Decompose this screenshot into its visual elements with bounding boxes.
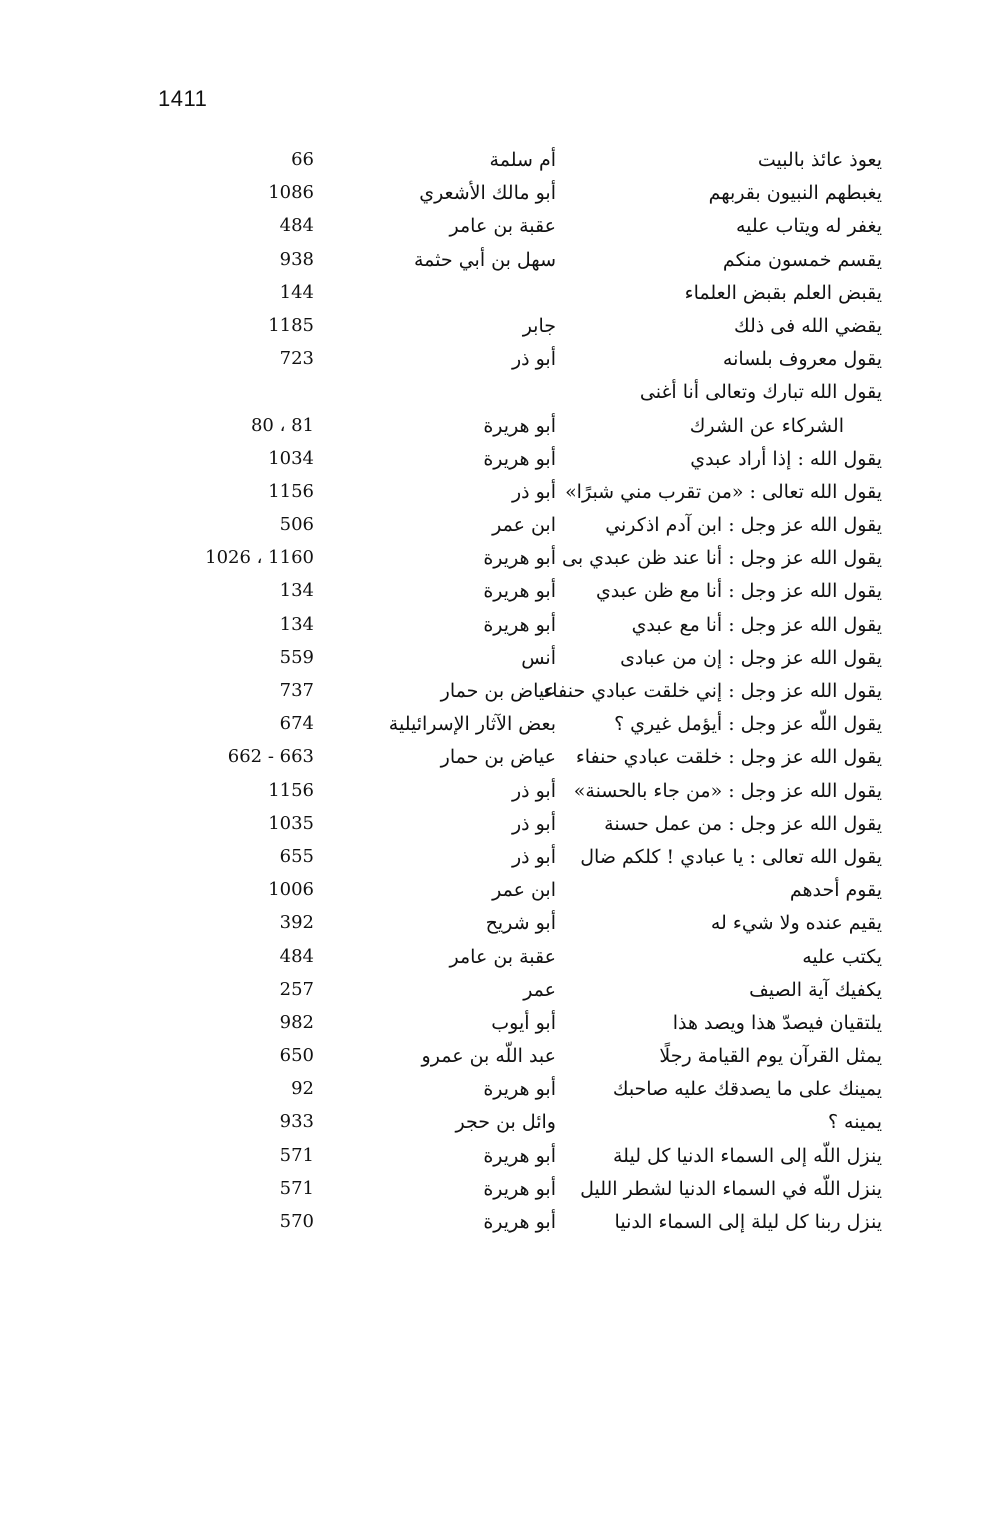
hadith-text: يعوذ عائذ بالبيت xyxy=(757,149,882,171)
narrator-name: أبو هريرة xyxy=(483,414,556,437)
page-number: 1411 xyxy=(158,86,208,111)
page-reference: 1035 xyxy=(268,812,314,834)
index-row xyxy=(150,211,890,244)
index-row xyxy=(150,1207,890,1240)
index-row xyxy=(150,776,890,809)
narrator-name: أبو هريرة xyxy=(483,580,556,603)
page-reference: 1034 xyxy=(268,447,314,469)
hadith-text: يمينك على ما يصدقك عليه صاحبك xyxy=(612,1078,882,1101)
narrator-name: أبو هريرة xyxy=(483,1211,556,1233)
hadith-text: يغفر له ويتاب عليه xyxy=(735,215,882,238)
page-reference: 506 xyxy=(279,514,314,536)
page-reference: 1156 xyxy=(268,779,314,801)
hadith-text: ينزل اللّه إلى السماء الدنيا كل ليلة xyxy=(612,1144,882,1167)
narrator-name: سهل بن أبي حثمة xyxy=(414,248,556,271)
page-reference: 559 xyxy=(279,646,314,668)
index-row xyxy=(150,1008,890,1041)
index-row xyxy=(150,643,890,676)
hadith-text: يقول الله عز وجل : من عمل حسنة xyxy=(604,812,882,835)
page-reference: 674 xyxy=(279,713,314,735)
index-row xyxy=(150,942,890,975)
hadith-text: يقضي الله فى ذلك xyxy=(733,314,882,337)
page-reference: 392 xyxy=(279,912,314,934)
page-reference: 92 xyxy=(291,1078,314,1100)
index-row xyxy=(150,1141,890,1174)
hadith-text: يكتب عليه xyxy=(802,945,882,968)
index-row xyxy=(150,875,890,908)
page-reference: 650 xyxy=(279,1045,314,1067)
hadith-text: ينزل ربنا كل ليلة إلى السماء الدنيا xyxy=(614,1211,882,1233)
page-reference: 1185 xyxy=(268,314,314,336)
index-row xyxy=(150,842,890,875)
page-reference: 933 xyxy=(279,1111,314,1133)
hadith-text: يقبض العلم بقبض العلماء xyxy=(684,281,882,304)
narrator-name: أبو هريرة xyxy=(483,1177,556,1200)
hadith-text: الشركاء عن الشرك xyxy=(689,414,844,437)
page-reference: 1006 xyxy=(268,879,314,901)
hadith-text: يغبطهم النبيون بقربهم xyxy=(708,182,882,205)
hadith-text: يقول الله عز وجل : «من جاء بالحسنة» xyxy=(573,779,882,802)
page-reference: 66 xyxy=(291,149,314,170)
page-reference: 570 xyxy=(279,1211,314,1232)
page-reference: 484 xyxy=(279,215,314,237)
narrator-name: أبو ذر xyxy=(511,480,556,503)
narrator-name: جابر xyxy=(522,314,556,337)
narrator-name: وائل بن حجر xyxy=(455,1111,556,1134)
index-row xyxy=(150,245,890,278)
narrator-name: أنس xyxy=(521,646,556,669)
narrator-name: عياض بن حمار xyxy=(440,680,556,702)
hadith-text: يقيم عنده ولا شيء له xyxy=(710,912,882,935)
narrator-name: أبو هريرة xyxy=(483,447,556,470)
index-row xyxy=(150,543,890,576)
narrator-name: أبو هريرة xyxy=(483,547,556,570)
narrator-name: بعض الآثار الإسرائيلية xyxy=(388,713,556,736)
page-reference: 938 xyxy=(279,248,314,270)
hadith-text: يقول الله عز وجل : أنا مع عبدي xyxy=(631,613,882,636)
page-reference: 80 ، 81 xyxy=(250,414,314,436)
narrator-name: أم سلمة xyxy=(489,149,556,171)
index-row xyxy=(150,809,890,842)
index-row xyxy=(150,1074,890,1107)
index-row xyxy=(150,477,890,510)
hadith-text: يقول الله تعالى : «من تقرب مني شبرًا» xyxy=(565,480,882,503)
index-row xyxy=(150,1107,890,1140)
narrator-name: ابن عمر xyxy=(492,514,556,537)
narrator-name: أبو ذر xyxy=(511,779,556,802)
index-row xyxy=(150,278,890,311)
hadith-text: يقول الله : إذا أراد عبدي xyxy=(690,447,882,470)
page-reference: 134 xyxy=(279,580,314,602)
hadith-text: يقول الله عز وجل : إن من عبادى xyxy=(620,646,882,669)
hadith-text: يلتقيان فيصدّ هذا ويصد هذا xyxy=(672,1011,882,1034)
index-row xyxy=(150,311,890,344)
page-reference: 1026 ، 1160 xyxy=(205,547,314,569)
page-reference: 723 xyxy=(279,348,314,370)
index-row xyxy=(150,908,890,941)
page-reference: 982 xyxy=(279,1011,314,1033)
narrator-name: أبو ذر xyxy=(511,812,556,835)
page-reference: 144 xyxy=(279,281,314,303)
hadith-text: يقوم أحدهم xyxy=(789,879,882,902)
hadith-text: يقول الله عز وجل : ابن آدم اذكرني xyxy=(605,514,882,537)
index-row xyxy=(150,344,890,377)
page-reference: 484 xyxy=(279,945,314,967)
narrator-name: أبو هريرة xyxy=(483,1078,556,1101)
page-reference: 655 xyxy=(279,845,314,867)
index-row xyxy=(150,742,890,775)
index-row xyxy=(150,975,890,1008)
narrator-name: عقبة بن عامر xyxy=(449,945,556,968)
page-reference: 571 xyxy=(279,1177,314,1199)
hadith-text: يقول اللّه عز وجل : أيؤمل غيري ؟ xyxy=(614,713,882,736)
narrator-name: عياض بن حمار xyxy=(440,746,556,769)
index-row xyxy=(150,178,890,211)
index-row xyxy=(150,610,890,643)
narrator-name: أبو أيوب xyxy=(491,1011,556,1034)
narrator-name: أبو هريرة xyxy=(483,613,556,636)
hadith-index-table xyxy=(150,145,890,1240)
hadith-text: يكفيك آية الصيف xyxy=(749,978,882,1001)
page-reference: 1156 xyxy=(268,480,314,502)
hadith-text: يقول معروف بلسانه xyxy=(722,348,882,371)
narrator-name: أبو شريح xyxy=(485,912,556,935)
narrator-name: أبو ذر xyxy=(511,348,556,371)
page-reference: 662 - 663 xyxy=(227,746,314,768)
page-reference: 257 xyxy=(279,978,314,1000)
page-reference: 134 xyxy=(279,613,314,635)
hadith-text: يقول الله عز وجل : أنا عند ظن عبدي بى xyxy=(562,547,882,570)
narrator-name: ابن عمر xyxy=(492,879,556,902)
narrator-name: أبو هريرة xyxy=(483,1144,556,1167)
hadith-text: يقسم خمسون منكم xyxy=(722,248,882,271)
index-row xyxy=(150,709,890,742)
narrator-name: أبو ذر xyxy=(511,845,556,868)
narrator-name: عبد اللّه بن عمرو xyxy=(421,1045,556,1068)
hadith-text: يقول الله تبارك وتعالى أنا أغنى xyxy=(639,381,882,404)
index-row xyxy=(150,576,890,609)
page-reference: 1086 xyxy=(268,182,314,204)
index-row xyxy=(150,676,890,709)
hadith-text: ينزل اللّه في السماء الدنيا لشطر الليل xyxy=(580,1177,882,1200)
page-reference: 737 xyxy=(279,680,314,701)
hadith-text: يمثل القرآن يوم القيامة رجلًا xyxy=(659,1045,882,1068)
page-reference: 571 xyxy=(279,1144,314,1166)
narrator-name: عقبة بن عامر xyxy=(449,215,556,238)
narrator-name: عمر xyxy=(523,978,556,1001)
index-row xyxy=(150,145,890,178)
hadith-text: يقول الله عز وجل : أنا مع ظن عبدي xyxy=(595,580,882,603)
index-row xyxy=(150,411,890,444)
narrator-name: أبو مالك الأشعري xyxy=(419,182,556,205)
index-row xyxy=(150,510,890,543)
index-row xyxy=(150,377,890,410)
index-row xyxy=(150,1041,890,1074)
hadith-text: يقول الله عز وجل : خلقت عبادي حنفاء xyxy=(575,746,882,769)
hadith-text: يقول الله عز وجل : إني خلقت عبادي حنفاء xyxy=(543,680,882,702)
index-row xyxy=(150,444,890,477)
hadith-text: يمينه ؟ xyxy=(827,1111,882,1134)
index-row xyxy=(150,1174,890,1207)
hadith-text: يقول الله تعالى : يا عبادي ! كلكم ضال xyxy=(580,845,882,868)
